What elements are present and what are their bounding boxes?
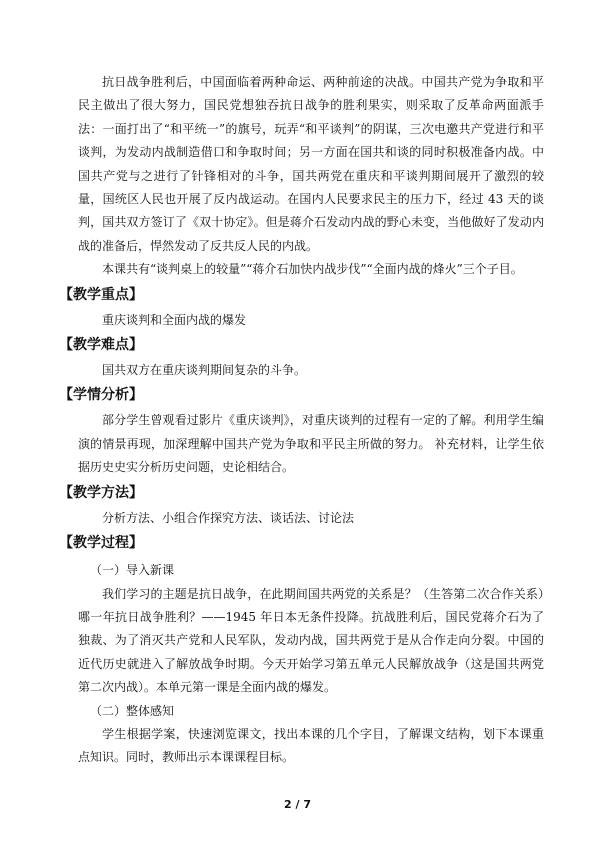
process-step2-title: （二）整体感知 — [90, 703, 175, 718]
page-number: 2 / 7 — [284, 798, 311, 811]
heading-difficulties: 【教学难点】 — [59, 337, 143, 354]
intro-paragraph-1: 抗日战争胜利后，中国面临着两种命运、两种前途的决战。中国共产党为争取和平民主做出了很大努力，国民党想独吞抗日战争的胜利果实，则采取了反革命两面派手法：一面打出了“和平统一”的旗号，玩弄“和平谈判”的阴谋，三次电邀共产党进行和平谈判，为发动内战制造借口和争取时间；另一方面在国共和谈的同时积极准备内战。中国共产党与之进行了针锋相对的斗争，国共两党在重庆和平谈判期间展开了激烈的较量，国统区人民也开展了反内战运动。在国内人民要求民主的压力下，经过 43 天的谈判，国共双方签订了《双十协定》。但是蒋介石发动内战的野心未变，当他做好了发动内战的准备后，悍然发动了反共反人民的内战。 — [78, 75, 544, 253]
process-step1-text: 我们学习的主题是抗日战争，在此期间国共两党的关系是？（生答第二次合作关系）哪一年抗日战争胜利？——1945 年日本无条件投降。抗战胜利后，国民党蒋介石为了独裁、为了消灭共产党和人民军队，发动内战，国共两党于是从合作走向分裂。中国的近代历史就进入了解放战争时期。今天开始学习第五单元人民解放战争（这是国共两党第二次内战）。本单元第一课是全面内战的爆发。 — [78, 586, 544, 695]
difficulties-text: 国共双方在重庆谈判期间复杂的斗争。 — [102, 363, 307, 378]
intro-paragraph-2: 本课共有“谈判桌上的较量”“蒋介石加快内战步伐”“全面内战的烽火”三个子目。 — [102, 262, 523, 277]
page-content — [59, 71, 544, 770]
heading-methods: 【教学方法】 — [59, 484, 143, 501]
heading-process: 【教学过程】 — [59, 535, 143, 552]
methods-text: 分析方法、小组合作探究方法、谈话法、讨论法 — [102, 510, 355, 525]
process-step1-title: （一）导入新课 — [90, 563, 175, 578]
heading-key-points: 【教学重点】 — [59, 286, 143, 303]
key-points-text: 重庆谈判和全面内战的爆发 — [102, 312, 247, 327]
process-step2-text: 学生根据学案，快速浏览课文，找出本课的几个字目，了解课文结构，划下本课重点知识。同时，教师出示本课课程目标。 — [78, 726, 544, 765]
student-analysis-text: 部分学生曾观看过影片《重庆谈判》，对重庆谈判的过程有一定的了解。利用学生编演的情景再现，加深理解中国共产党为争取和平民主所做的努力。 补充材料，让学生依据历史史实分析历史问题，史论相结合。 — [78, 413, 544, 475]
heading-student-analysis: 【学情分析】 — [59, 387, 143, 404]
